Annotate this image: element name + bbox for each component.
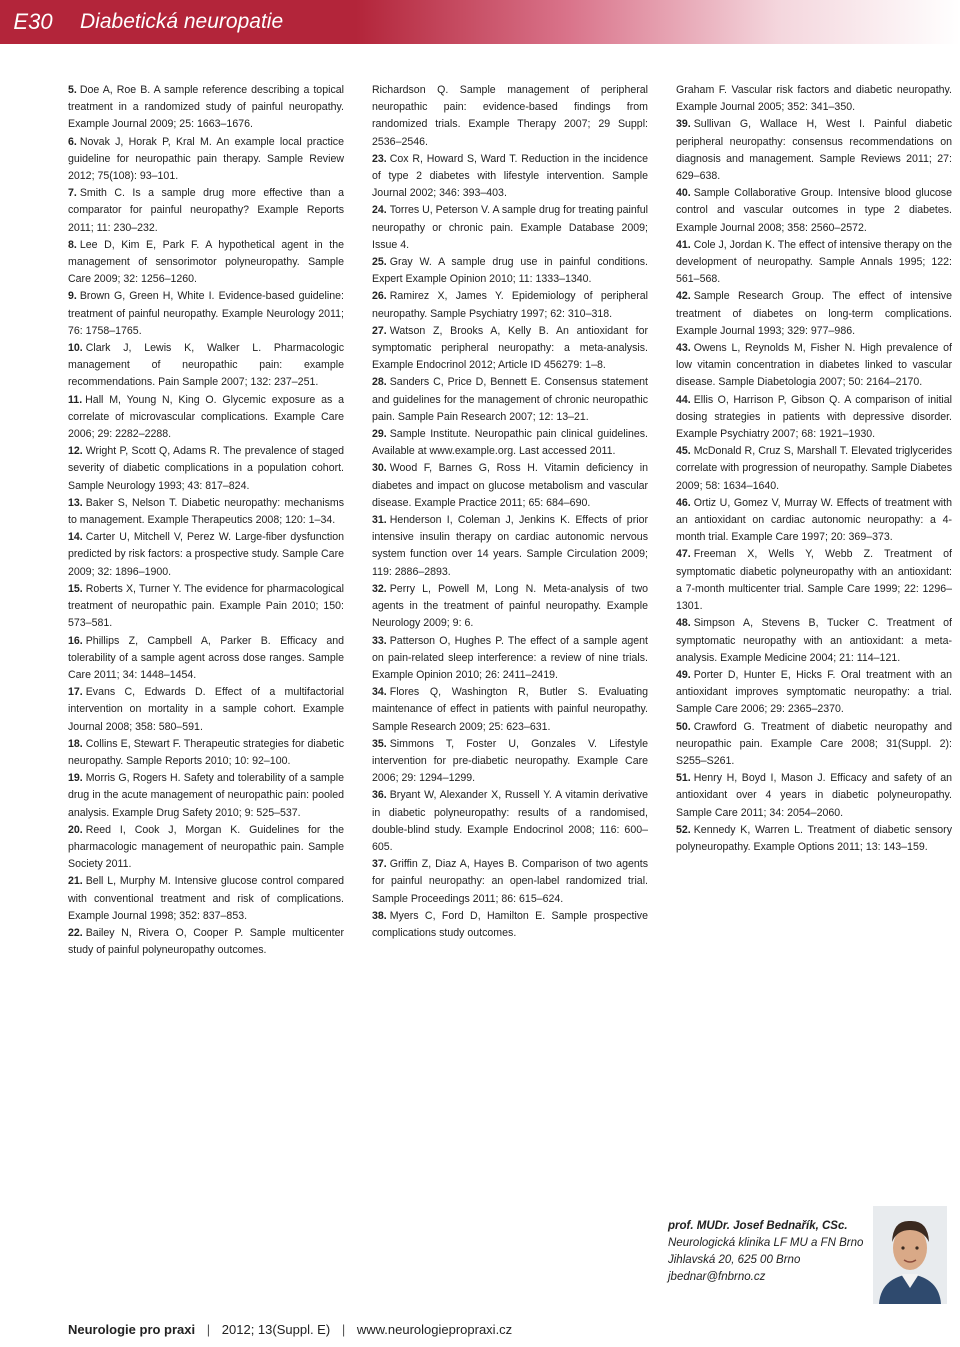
reference-number: 26. bbox=[372, 290, 387, 303]
reference-entry bbox=[68, 770, 344, 822]
reference-number: 43. bbox=[676, 342, 691, 355]
reference-number: 51. bbox=[676, 772, 691, 785]
reference-entry bbox=[676, 392, 952, 444]
author-address: Jihlavská 20, 625 00 Brno bbox=[668, 1254, 801, 1266]
reference-number: 6. bbox=[68, 135, 77, 148]
reference-number: 15. bbox=[68, 582, 83, 595]
footer-separator: | bbox=[341, 1322, 346, 1337]
reference-entry bbox=[68, 443, 344, 495]
reference-text: Watson Z, Brooks A, Kelly B. An antioxidant for symptomatic peripheral neuropathy: a meta-analysis. Example Endocrinol 2012; Article ID 456279: 1–8. bbox=[372, 324, 648, 372]
reference-text: Graham F. Vascular risk factors and diabetic neuropathy. Example Journal 2005; 352: 341–350. bbox=[676, 84, 952, 114]
reference-number: 42. bbox=[676, 290, 691, 303]
reference-text: Reed I, Cook J, Morgan K. Guidelines for the pharmacologic management of neuropathic pain. Sample Society 2011. bbox=[68, 823, 344, 871]
reference-number: 16. bbox=[68, 634, 83, 647]
reference-entry bbox=[372, 908, 648, 942]
reference-entry bbox=[68, 925, 344, 959]
reference-text: Porter D, Hunter E, Hicks F. Oral treatment with an antioxidant improves symptomatic neuropathy: a trial. Sample Care 2006; 29: 2365–2370. bbox=[676, 668, 952, 716]
reference-entry bbox=[676, 546, 952, 615]
reference-entry bbox=[68, 581, 344, 633]
author-contact bbox=[668, 1218, 948, 1298]
reference-entry bbox=[676, 495, 952, 547]
reference-text: Collins E, Stewart F. Therapeutic strategies for diabetic neuropathy. Sample Reports 2010; 10: 92–100. bbox=[68, 737, 344, 767]
reference-entry bbox=[372, 460, 648, 512]
reference-number: 36. bbox=[372, 789, 387, 802]
reference-text: Evans C, Edwards D. Effect of a multifactorial intervention on mortality in a sample cohort. Example Journal 2008; 358: 580–591. bbox=[68, 686, 344, 733]
reference-entry bbox=[372, 736, 648, 788]
reference-text: Wood F, Barnes G, Ross H. Vitamin deficiency in diabetes and impact on glucose metabolism and vascular disease. Example Practice 2011; 65: 684–690. bbox=[372, 462, 648, 509]
reference-number: 48. bbox=[676, 617, 691, 630]
reference-entry bbox=[676, 340, 952, 392]
reference-number: 46. bbox=[676, 496, 691, 509]
page-footer bbox=[68, 1322, 768, 1337]
reference-column-1 bbox=[68, 82, 344, 1202]
reference-text: Wright P, Scott Q, Adams R. The prevalence of staged severity of diabetic complications in a population cohort. Sample Neurology 1993; 43: 817–824. bbox=[68, 445, 344, 492]
author-institution: Neurologická klinika LF MU a FN Brno bbox=[668, 1237, 864, 1249]
reference-text: Henry H, Boyd I, Mason J. Efficacy and safety of an antioxidant over 4 years in diabetic polyneuropathy. Sample Care 2011; 34: 2054–2060. bbox=[676, 772, 952, 819]
reference-number: 31. bbox=[372, 514, 387, 527]
reference-text: Sullivan G, Wallace H, West I. Painful diabetic peripheral neuropathy: consensus recommendations on diagnosis and management. Sample Reviews 2011; 27: 629–638. bbox=[676, 118, 952, 183]
reference-number: 32. bbox=[372, 582, 387, 595]
reference-entry bbox=[372, 512, 648, 581]
reference-entry bbox=[68, 82, 344, 134]
author-email[interactable]: jbednar@fnbrno.cz bbox=[668, 1271, 766, 1283]
reference-entry bbox=[372, 151, 648, 203]
reference-number: 52. bbox=[676, 823, 691, 836]
reference-entry bbox=[68, 340, 344, 392]
reference-text: Ramirez X, James Y. Epidemiology of peripheral neuropathy. Sample Psychiatry 1997; 62: 310–318. bbox=[372, 290, 648, 320]
reference-number: 18. bbox=[68, 737, 83, 750]
reference-text: Patterson O, Hughes P. The effect of a sample agent on pain-related sleep interference: a review of nine trials. Example Opinion 2010; 26: 2411–2419. bbox=[372, 634, 648, 681]
reference-text: Bell L, Murphy M. Intensive glucose control compared with conventional treatment and risk of complications. Example Journal 1998; 352: 837–853. bbox=[68, 875, 344, 922]
reference-entry bbox=[68, 684, 344, 736]
reference-text: Cox R, Howard S, Ward T. Reduction in the incidence of type 2 diabetes with lifestyle intervention. Sample Journal 2002; 346: 393–403. bbox=[372, 152, 648, 200]
reference-entry bbox=[68, 237, 344, 289]
reference-number: 22. bbox=[68, 926, 83, 939]
reference-text: Simmons T, Foster U, Gonzales V. Lifestyle intervention for pre-diabetic neuropathy. Example Care 2006; 29: 1294–1299. bbox=[372, 737, 648, 785]
reference-entry bbox=[676, 667, 952, 719]
reference-entry bbox=[676, 822, 952, 856]
reference-text: Flores Q, Washington R, Butler S. Evaluating maintenance of effect in patients with painful neuropathy. Sample Research 2009; 25: 623–631. bbox=[372, 686, 648, 733]
reference-text: Hall M, Young N, King O. Glycemic exposure as a correlate of microvascular complications. Example Care 2006; 29: 2282–2288. bbox=[68, 393, 344, 441]
reference-text: Morris G, Rogers H. Safety and tolerability of a sample drug in the acute management of neuropathic pain: pooled analysis. Example Drug Safety 2010; 9: 525–537. bbox=[68, 772, 344, 819]
reference-number: 30. bbox=[372, 462, 387, 475]
reference-number: 47. bbox=[676, 548, 691, 561]
reference-number: 13. bbox=[68, 496, 83, 509]
reference-text: Sample Research Group. The effect of intensive treatment of diabetes on long-term complications. Example Journal 1993; 329: 977–986. bbox=[676, 290, 952, 337]
reference-entry bbox=[372, 202, 648, 254]
reference-entry bbox=[372, 684, 648, 736]
reference-entry bbox=[676, 443, 952, 495]
reference-text: Simpson A, Stevens B, Tucker C. Treatment of symptomatic neuropathy with an antioxidant: a meta-analysis. Example Medicine 2004; 21: 114–121. bbox=[676, 617, 952, 664]
reference-columns bbox=[68, 82, 952, 1202]
reference-number: 38. bbox=[372, 909, 387, 922]
reference-entry bbox=[68, 185, 344, 237]
reference-text: Richardson Q. Sample management of peripheral neuropathic pain: evidence-based findings from randomized trials. Example Therapy 2007; 29 Suppl: 2536–2546. bbox=[372, 84, 648, 148]
reference-text: Sanders C, Price D, Bennett E. Consensus statement and guidelines for the management of chronic neuropathic pain. Sample Pain Research 2007; 12: 13–21. bbox=[372, 376, 648, 423]
reference-number: 20. bbox=[68, 823, 83, 836]
reference-entry bbox=[372, 323, 648, 375]
footer-issue: 2012; 13(Suppl. E) bbox=[221, 1322, 331, 1337]
reference-text: Griffin Z, Diaz A, Hayes B. Comparison of two agents for painful neuropathy: an open-label randomized trial. Sample Proceedings 2011; 86: 615–624. bbox=[372, 858, 648, 905]
reference-number: 45. bbox=[676, 445, 691, 458]
reference-number: 25. bbox=[372, 256, 387, 269]
reference-number: 33. bbox=[372, 634, 387, 647]
footer-url[interactable]: www.neurologiepropraxi.cz bbox=[356, 1322, 513, 1337]
reference-entry bbox=[676, 288, 952, 340]
reference-text: Freeman X, Wells Y, Webb Z. Treatment of symptomatic diabetic polyneuropathy with an antioxidant: a 7-month multicenter trial. Sample Care 1999; 22: 1296–1301. bbox=[676, 548, 952, 613]
reference-entry bbox=[676, 82, 952, 116]
reference-entry bbox=[68, 134, 344, 186]
reference-number: 29. bbox=[372, 428, 387, 441]
reference-entry bbox=[372, 581, 648, 633]
author-text-block bbox=[668, 1218, 868, 1286]
reference-number: 44. bbox=[676, 393, 691, 406]
reference-entry bbox=[372, 633, 648, 685]
reference-text: Sample Collaborative Group. Intensive blood glucose control and vascular outcomes in type 2 diabetes. Example Journal 2008; 358: 2560–2572. bbox=[676, 187, 952, 234]
reference-entry bbox=[372, 82, 648, 151]
author-name: prof. MUDr. Josef Bednařík, CSc. bbox=[668, 1220, 848, 1232]
reference-entry bbox=[68, 495, 344, 529]
reference-number: 37. bbox=[372, 858, 387, 871]
reference-entry bbox=[676, 116, 952, 185]
reference-text: Sample Institute. Neuropathic pain clinical guidelines. Available at www.example.org. Last accessed 2011. bbox=[372, 428, 648, 458]
reference-text: Baker S, Nelson T. Diabetic neuropathy: mechanisms to management. Example Therapeutics 2008; 120: 1–34. bbox=[68, 496, 344, 527]
reference-number: 50. bbox=[676, 720, 691, 733]
reference-entry bbox=[372, 856, 648, 908]
reference-text: Ellis O, Harrison P, Gibson Q. A comparison of initial dosing strategies in patients with depressive disorder. Example Psychiatry 2007; 68: 1921–1930. bbox=[676, 393, 952, 441]
reference-number: 34. bbox=[372, 686, 387, 699]
reference-text: Brown G, Green H, White I. Evidence-based guideline: treatment of painful neuropathy. Example Neurology 2011; 76: 1758–1765. bbox=[68, 290, 344, 337]
reference-entry bbox=[372, 374, 648, 426]
reference-entry bbox=[372, 787, 648, 856]
reference-column-2 bbox=[372, 82, 648, 1202]
reference-number: 49. bbox=[676, 668, 691, 681]
reference-text: Torres U, Peterson V. A sample drug for treating painful neuropathy or chronic pain. Example Database 2009; Issue 4. bbox=[372, 204, 648, 251]
reference-text: Doe A, Roe B. A sample reference describing a topical treatment in a randomized study of painful neuropathy. Example Journal 2009; 25: 1663–1676. bbox=[68, 84, 344, 131]
footer-journal: Neurologie pro praxi bbox=[68, 1322, 196, 1337]
reference-entry bbox=[372, 254, 648, 288]
reference-number: 7. bbox=[68, 187, 77, 200]
reference-text: Gray W. A sample drug use in painful conditions. Expert Example Opinion 2010; 11: 1333–1340. bbox=[372, 256, 648, 286]
reference-text: Phillips Z, Campbell A, Parker B. Efficacy and tolerability of a sample agent across dose ranges. Sample Care 2011; 34: 1448–1454. bbox=[68, 634, 344, 681]
reference-number: 24. bbox=[372, 204, 387, 217]
reference-number: 27. bbox=[372, 324, 387, 337]
reference-text: Bryant W, Alexander X, Russell Y. A vitamin derivative in diabetic polyneuropathy: results of a randomised, double-blind study. Example Endocrinol 2008; 116: 600–605. bbox=[372, 789, 648, 853]
reference-number: 40. bbox=[676, 187, 691, 200]
reference-number: 17. bbox=[68, 686, 83, 699]
reference-entry bbox=[676, 770, 952, 822]
reference-number: 39. bbox=[676, 118, 691, 131]
reference-entry bbox=[68, 873, 344, 925]
reference-text: Henderson I, Coleman J, Jenkins K. Effects of prior intensive insulin therapy on cardiac autonomic nervous system function over 14 years. Sample Circulation 2009; 119: 2886–2893. bbox=[372, 514, 648, 578]
reference-text: Myers C, Ford D, Hamilton E. Sample prospective complications study outcomes. bbox=[372, 909, 648, 939]
reference-text: McDonald R, Cruz S, Marshall T. Elevated triglycerides correlate with progression of neuropathy. Sample Diabetes 2009; 58: 1634–1640. bbox=[676, 445, 952, 492]
page-header bbox=[0, 0, 960, 44]
footer-separator: | bbox=[206, 1322, 211, 1337]
header-gradient bbox=[356, 0, 960, 44]
reference-entry bbox=[68, 529, 344, 581]
reference-text: Clark J, Lewis K, Walker L. Pharmacologic management of neuropathic pain: example recommendations. Pain Sample 2007; 132: 237–251. bbox=[68, 342, 344, 389]
reference-text: Roberts X, Turner Y. The evidence for pharmacological treatment of neuropathic pain. Example Pain 2010; 150: 573–581. bbox=[68, 582, 344, 630]
reference-number: 41. bbox=[676, 238, 691, 251]
reference-entry bbox=[676, 185, 952, 237]
reference-number: 14. bbox=[68, 531, 83, 544]
page-number-tab: E30 bbox=[0, 0, 66, 44]
reference-text: Perry L, Powell M, Long N. Meta-analysis of two agents in the treatment of painful neuropathy. Example Neurology 2009; 9: 6. bbox=[372, 582, 648, 630]
reference-entry bbox=[676, 237, 952, 289]
reference-text: Owens L, Reynolds M, Fisher N. High prevalence of low vitamin concentration in diabetes linked to vascular disease. Sample Diabetologia 2007; 50: 2164–2170. bbox=[676, 342, 952, 389]
reference-number: 8. bbox=[68, 238, 77, 251]
reference-number: 21. bbox=[68, 875, 83, 888]
reference-entry bbox=[372, 288, 648, 322]
reference-entry bbox=[68, 736, 344, 770]
reference-text: Novak J, Horak P, Kral M. An example local practice guideline for neuropathic pain therapy. Sample Review 2012; 75(108): 93–101. bbox=[68, 135, 344, 183]
author-portrait bbox=[873, 1206, 947, 1304]
reference-number: 19. bbox=[68, 772, 83, 785]
reference-entry bbox=[676, 615, 952, 667]
reference-number: 12. bbox=[68, 445, 83, 458]
reference-number: 11. bbox=[68, 393, 83, 406]
reference-entry bbox=[68, 288, 344, 340]
section-title: Diabetická neuropatie bbox=[66, 0, 356, 44]
reference-column-3 bbox=[676, 82, 952, 1202]
reference-number: 9. bbox=[68, 290, 77, 303]
reference-entry bbox=[372, 426, 648, 460]
reference-number: 28. bbox=[372, 376, 387, 389]
reference-number: 10. bbox=[68, 342, 83, 355]
reference-text: Carter U, Mitchell V, Perez W. Large-fiber dysfunction predicted by risk factors: a prospective study. Sample Care 2009; 32: 1896–1900. bbox=[68, 531, 344, 578]
reference-entry bbox=[68, 392, 344, 444]
reference-number: 5. bbox=[68, 84, 77, 96]
reference-text: Crawford G. Treatment of diabetic neuropathy and neuropathic pain. Example Care 2008; 31(Suppl. 2): S255–S261. bbox=[676, 720, 952, 767]
reference-text: Ortiz U, Gomez V, Murray W. Effects of treatment with an antioxidant on cardiac autonomic neuropathy: a 4-month trial. Example Care 1997; 20: 369–373. bbox=[676, 496, 952, 544]
reference-entry bbox=[68, 633, 344, 685]
reference-number: 35. bbox=[372, 737, 387, 750]
reference-text: Cole J, Jordan K. The effect of intensive therapy on the development of neuropathy. Sample Annals 1995; 122: 561–568. bbox=[676, 238, 952, 286]
reference-text: Bailey N, Rivera O, Cooper P. Sample multicenter study of painful polyneuropathy outcomes. bbox=[68, 926, 344, 957]
reference-entry bbox=[676, 719, 952, 771]
reference-text: Lee D, Kim E, Park F. A hypothetical agent in the management of sensorimotor polyneuropathy. Sample Care 2009; 32: 1256–1260. bbox=[68, 238, 344, 286]
reference-text: Kennedy K, Warren L. Treatment of diabetic sensory polyneuropathy. Example Options 2011; 13: 143–159. bbox=[676, 823, 952, 853]
reference-text: Smith C. Is a sample drug more effective than a comparator for painful neuropathy? Example Reports 2011; 11: 230–232. bbox=[68, 187, 344, 234]
reference-number: 23. bbox=[372, 152, 387, 165]
reference-entry bbox=[68, 822, 344, 874]
